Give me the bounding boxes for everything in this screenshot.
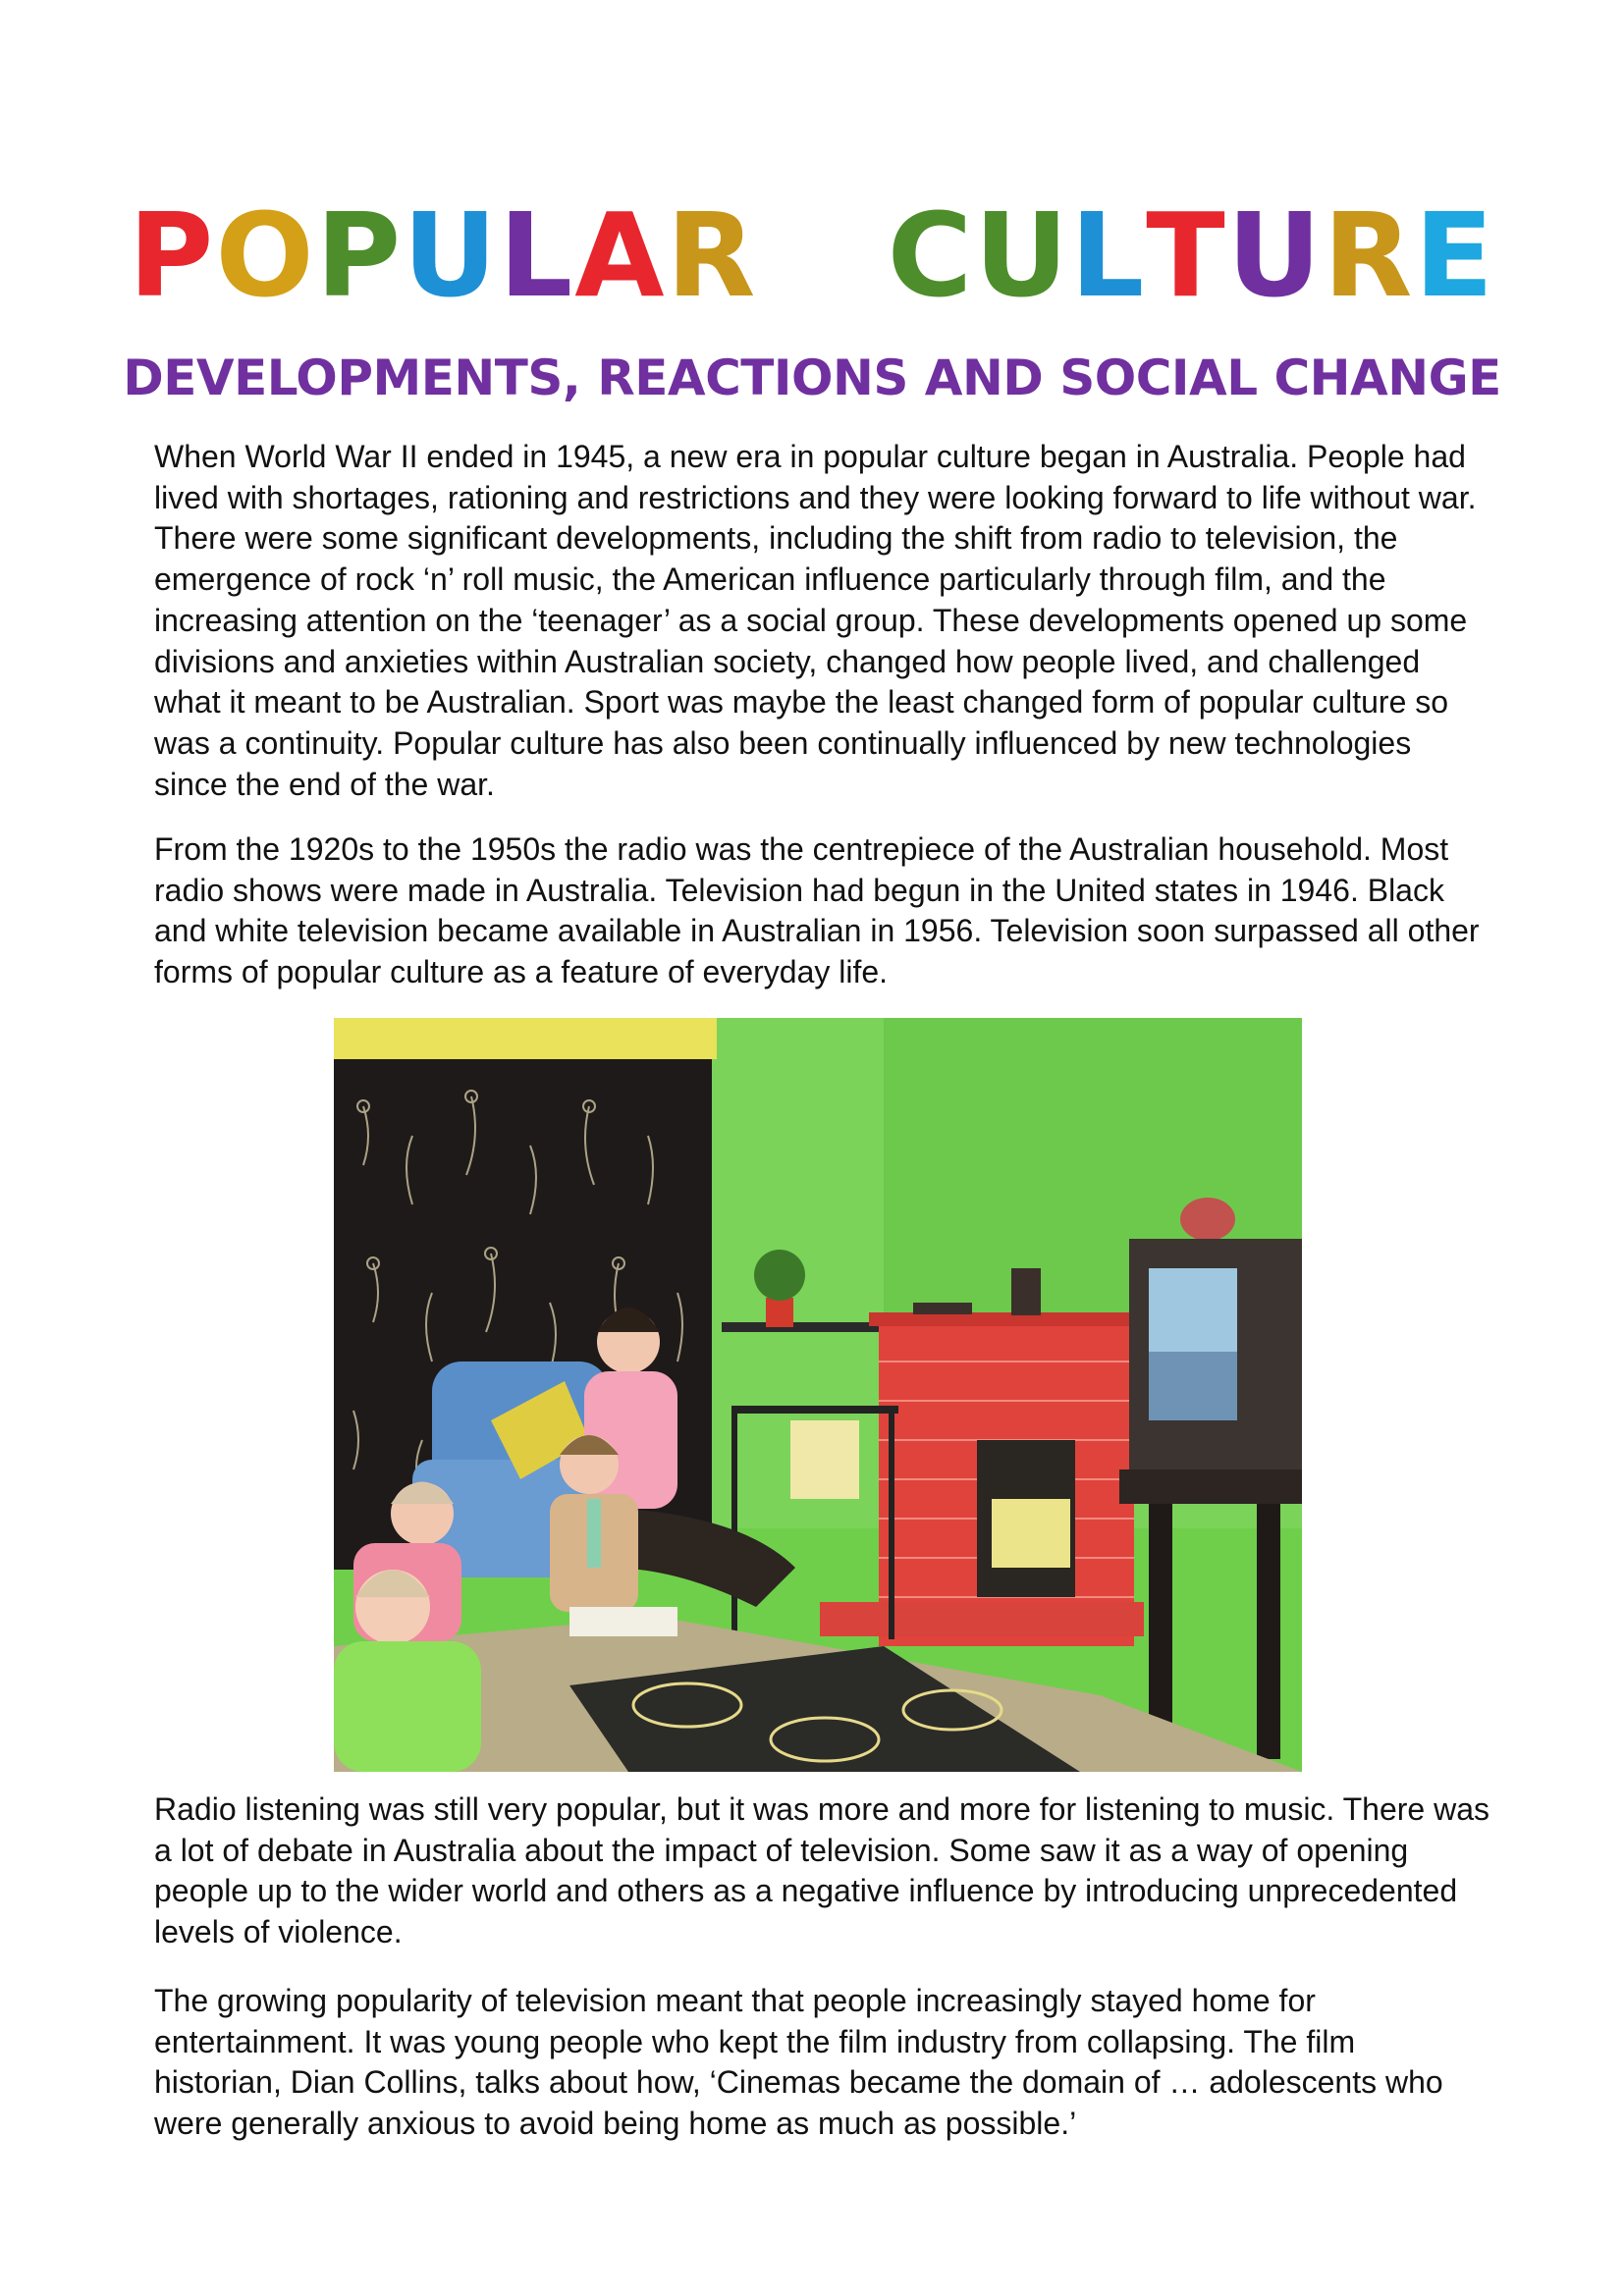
title-letter: L	[1070, 187, 1147, 323]
paragraph-television-debate: Radio listening was still very popular, but it was more and more for listening to music. There was a lot of debate in Australia about the impact of television. Some saw it as a way of opening people up to the wider world and others as a negative influence by introducing unprecedented levels of violence.	[154, 1791, 1490, 1950]
paragraph-intro: When World War II ended in 1945, a new era in popular culture began in Australia. People had lived with shortages, rationing and restrictions and they were looking forward to life without war. There were some significant developments, including the shift from radio to television, the emergence of rock ‘n’ roll music, the American influence particularly through film, and the increasing attention on the ‘teenager’ as a social group. These developments opened up some divisions and anxieties within Australian society, changed how people lived, and challenged what it meant to be Australian. Sport was maybe the least changed form of popular culture so was a continuity. Popular culture has also been continually influenced by new technologies since the end of the war.	[154, 439, 1477, 802]
title-letter: A	[574, 187, 667, 323]
family-watching-television-photo	[334, 1018, 1302, 1772]
paragraph-radio-history: From the 1920s to the 1950s the radio was the centrepiece of the Australian household. Most radio shows were made in Australia. Television had begun in the United states in 1946. Black and white television became available in Australian in 1956. Television soon surpassed all other forms of popular culture as a feature of everyday life.	[154, 831, 1480, 990]
title-letter: U	[974, 187, 1071, 323]
title-letter: E	[1414, 187, 1496, 323]
paragraph-cinema-youth: The growing popularity of television meant that people increasingly stayed home for entertainment. It was young people who kept the film industry from collapsing. The film historian, Dian Collins, talks about how, ‘Cinemas became the domain of … adolescents who were generally anxious to avoid being home as much as possible.’	[154, 1983, 1443, 2142]
page-subtitle: DEVELOPMENTS, REACTIONS AND SOCIAL CHANGE	[123, 349, 1501, 406]
title-letter: O	[215, 187, 316, 323]
title-letter: R	[1323, 187, 1415, 323]
title-letter: P	[315, 187, 404, 323]
title-letter: U	[403, 187, 500, 323]
title-letter: T	[1146, 187, 1227, 323]
title-letter: U	[1226, 187, 1324, 323]
title-letter: P	[128, 187, 216, 323]
title-letter: L	[499, 187, 575, 323]
title-letter: R	[666, 187, 758, 323]
title-word	[129, 187, 800, 323]
title-word	[845, 187, 1496, 323]
title-letter: C	[887, 187, 975, 323]
page-title	[0, 187, 1624, 324]
